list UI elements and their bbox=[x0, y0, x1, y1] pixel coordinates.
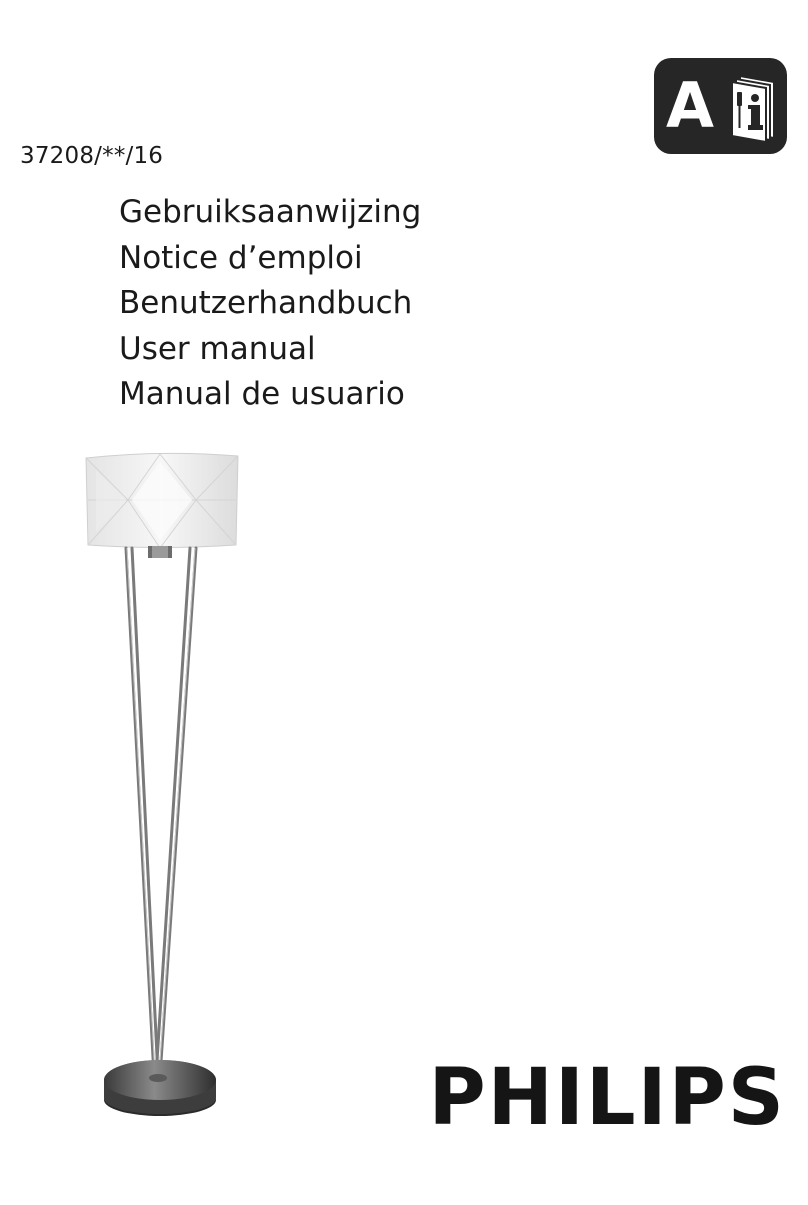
model-number: 37208/**/16 bbox=[20, 143, 164, 169]
title-german: Benutzerhandbuch bbox=[119, 285, 413, 321]
manual-title-list bbox=[119, 190, 421, 418]
philips-logo: PHILIPS bbox=[428, 1053, 786, 1143]
title-english: User manual bbox=[119, 330, 316, 367]
title-french: Notice d’emploi bbox=[119, 239, 363, 276]
manual-info-badge bbox=[654, 58, 787, 154]
badge-letter: A bbox=[666, 69, 714, 142]
title-dutch: Gebruiksaanwijzing bbox=[119, 194, 422, 230]
title-spanish: Manual de usuario bbox=[119, 376, 405, 412]
floor-lamp-image bbox=[80, 448, 250, 1128]
manual-book-icon bbox=[728, 72, 778, 142]
